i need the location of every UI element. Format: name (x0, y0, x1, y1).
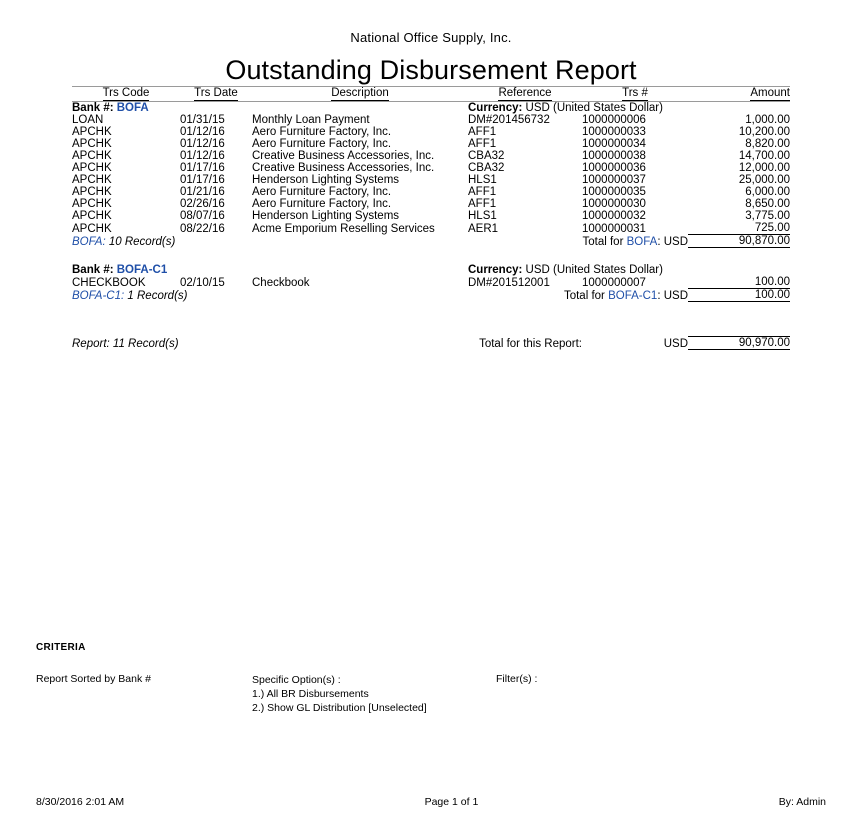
group-code-label: BOFA (72, 235, 103, 248)
report-total-label: Total for this Report: (479, 337, 582, 350)
cell-amount: 8,650.00 (745, 198, 790, 210)
criteria-specific-options (252, 673, 427, 715)
cell-reference: DM#201512001 (468, 276, 550, 289)
total-currency: USD (663, 289, 688, 302)
cell-trs-date: 01/12/16 (180, 126, 225, 138)
cell-trs-code: CHECKBOOK (72, 276, 146, 289)
report-record-count: Report: 11 Record(s) (72, 337, 179, 350)
bank-group-header (72, 264, 790, 276)
criteria-option-2: 2.) Show GL Distribution [Unselected] (252, 702, 427, 714)
cell-description: Aero Furniture Factory, Inc. (252, 186, 392, 198)
criteria-sorted-by: Report Sorted by Bank # (36, 673, 151, 685)
bank-label: Bank #: (72, 102, 114, 114)
group-total-amount: 100.00 (688, 289, 790, 302)
page-title: Outstanding Disbursement Report (225, 55, 637, 85)
table-row (72, 186, 790, 198)
criteria-section (36, 642, 826, 733)
total-currency: USD (663, 235, 688, 248)
table-row (72, 150, 790, 162)
cell-description: Aero Furniture Factory, Inc. (252, 138, 392, 150)
criteria-specific-options-label: Specific Option(s) : (252, 674, 341, 686)
cell-trs-date: 08/22/16 (180, 222, 225, 235)
table-row (72, 276, 790, 289)
cell-amount: 1,000.00 (745, 114, 790, 126)
group-total-label: Total for BOFA-C1: USD (563, 289, 688, 302)
cell-trs-number: 1000000006 (582, 114, 646, 126)
total-bank-code: BOFA-C1 (608, 289, 658, 302)
cell-trs-date: 02/26/16 (180, 198, 225, 210)
cell-trs-date: 01/12/16 (180, 150, 225, 162)
bank-code: BOFA (116, 102, 149, 114)
cell-trs-date: 01/17/16 (180, 162, 225, 174)
bank-label-cell (72, 264, 468, 276)
cell-trs-number: 1000000036 (582, 162, 646, 174)
cell-description: Henderson Lighting Systems (252, 174, 400, 186)
table-row (72, 174, 790, 186)
column-header-description: Description (331, 87, 389, 99)
cell-trs-date: 01/21/16 (180, 186, 225, 198)
cell-reference: HLS1 (468, 174, 497, 186)
cell-amount: 12,000.00 (738, 162, 790, 174)
group-record-count-text: 10 Record(s) (108, 235, 176, 248)
report-summary-row (72, 337, 790, 350)
cell-trs-number: 1000000037 (582, 174, 646, 186)
table-header-row (72, 87, 790, 102)
cell-amount: 3,775.00 (745, 210, 790, 222)
cell-amount: 725.00 (754, 222, 790, 234)
cell-reference: CBA32 (468, 162, 505, 174)
cell-description: Checkbook (252, 276, 310, 289)
cell-reference: CBA32 (468, 150, 505, 162)
cell-trs-number: 1000000032 (582, 210, 646, 222)
group-record-count: BOFA: 10 Record(s) (72, 235, 176, 248)
cell-trs-date: 01/12/16 (180, 138, 225, 150)
table-row (72, 138, 790, 150)
cell-trs-code: APCHK (72, 210, 112, 222)
table-row (72, 162, 790, 174)
cell-trs-code: APCHK (72, 186, 112, 198)
criteria-body (36, 673, 826, 733)
cell-trs-date: 01/17/16 (180, 174, 225, 186)
currency-value: USD (United States Dollar) (525, 264, 663, 276)
cell-trs-date: 02/10/15 (180, 276, 225, 289)
cell-reference: AER1 (468, 222, 499, 235)
group-spacer (72, 248, 790, 265)
currency-label: Currency: (468, 102, 523, 114)
cell-trs-date: 08/07/16 (180, 210, 225, 222)
cell-amount: 100.00 (754, 276, 790, 288)
table-row (72, 198, 790, 210)
criteria-option-1: 1.) All BR Disbursements (252, 688, 369, 700)
footer-timestamp: 8/30/2016 2:01 AM (36, 796, 125, 808)
cell-reference: AFF1 (468, 126, 497, 138)
report-total-currency: USD (663, 337, 688, 350)
total-bank-code: BOFA (626, 235, 658, 248)
cell-trs-code: APCHK (72, 126, 112, 138)
cell-trs-number: 1000000031 (582, 222, 646, 235)
cell-description: Creative Business Accessories, Inc. (252, 162, 435, 174)
bank-group-summary (72, 235, 790, 248)
cell-trs-number: 1000000033 (582, 126, 646, 138)
bank-group-summary (72, 289, 790, 302)
currency-cell (468, 102, 790, 115)
cell-description: Creative Business Accessories, Inc. (252, 150, 435, 162)
cell-description: Henderson Lighting Systems (252, 210, 400, 222)
footer-user: By: Admin (778, 796, 826, 808)
cell-trs-code: APCHK (72, 138, 112, 150)
table-row (72, 210, 790, 222)
cell-reference: DM#201456732 (468, 114, 550, 126)
column-header-trs-date: Trs Date (194, 87, 238, 99)
cell-trs-code: APCHK (72, 174, 112, 186)
bank-label: Bank #: (72, 264, 114, 276)
cell-trs-code: APCHK (72, 150, 112, 162)
cell-trs-date: 01/31/15 (180, 114, 225, 126)
cell-trs-code: APCHK (72, 162, 112, 174)
cell-trs-number: 1000000038 (582, 150, 646, 162)
total-for-text: Total for (563, 289, 605, 302)
cell-trs-number: 1000000030 (582, 198, 646, 210)
criteria-title: CRITERIA (36, 642, 86, 653)
table-row (72, 222, 790, 235)
group-code-label: BOFA-C1 (72, 289, 121, 302)
cell-amount: 8,820.00 (745, 138, 790, 150)
cell-reference: HLS1 (468, 210, 497, 222)
group-total-amount: 90,870.00 (688, 235, 790, 248)
column-header-reference: Reference (498, 87, 552, 99)
cell-trs-number: 1000000007 (582, 276, 646, 289)
page-footer (36, 796, 826, 808)
company-name: National Office Supply, Inc. (350, 30, 512, 45)
cell-trs-code: APCHK (72, 222, 112, 235)
column-header-trs-code: Trs Code (102, 87, 150, 99)
group-record-count: BOFA-C1: 1 Record(s) (72, 289, 188, 302)
report-page (0, 30, 862, 830)
cell-amount: 6,000.00 (745, 186, 790, 198)
table-row (72, 114, 790, 126)
cell-trs-code: LOAN (72, 114, 104, 126)
group-record-count-text: 1 Record(s) (127, 289, 188, 302)
report-total-amount: 90,970.00 (688, 337, 790, 350)
cell-amount: 10,200.00 (738, 126, 790, 138)
bank-label-cell (72, 102, 468, 115)
column-header-amount: Amount (750, 87, 790, 99)
report-total-spacer (72, 302, 790, 337)
cell-description: Acme Emporium Reselling Services (252, 222, 435, 235)
disbursement-table (72, 86, 790, 350)
column-header-trs-number: Trs # (622, 87, 648, 99)
table-row (72, 126, 790, 138)
cell-amount: 14,700.00 (738, 150, 790, 162)
cell-reference: AFF1 (468, 186, 497, 198)
currency-label: Currency: (468, 264, 523, 276)
footer-page-number: Page 1 of 1 (424, 796, 479, 808)
cell-amount: 25,000.00 (738, 174, 790, 186)
cell-description: Aero Furniture Factory, Inc. (252, 198, 392, 210)
currency-cell (468, 264, 790, 276)
total-for-text: Total for (582, 235, 624, 248)
criteria-filters-label: Filter(s) : (496, 673, 538, 685)
cell-reference: AFF1 (468, 138, 497, 150)
cell-trs-code: APCHK (72, 198, 112, 210)
cell-trs-number: 1000000034 (582, 138, 646, 150)
cell-description: Aero Furniture Factory, Inc. (252, 126, 392, 138)
cell-reference: AFF1 (468, 198, 497, 210)
bank-group-header (72, 102, 790, 115)
bank-code: BOFA-C1 (116, 264, 168, 276)
currency-value: USD (United States Dollar) (525, 102, 663, 114)
cell-trs-number: 1000000035 (582, 186, 646, 198)
cell-description: Monthly Loan Payment (252, 114, 370, 126)
group-total-label: Total for BOFA: USD (582, 235, 688, 248)
